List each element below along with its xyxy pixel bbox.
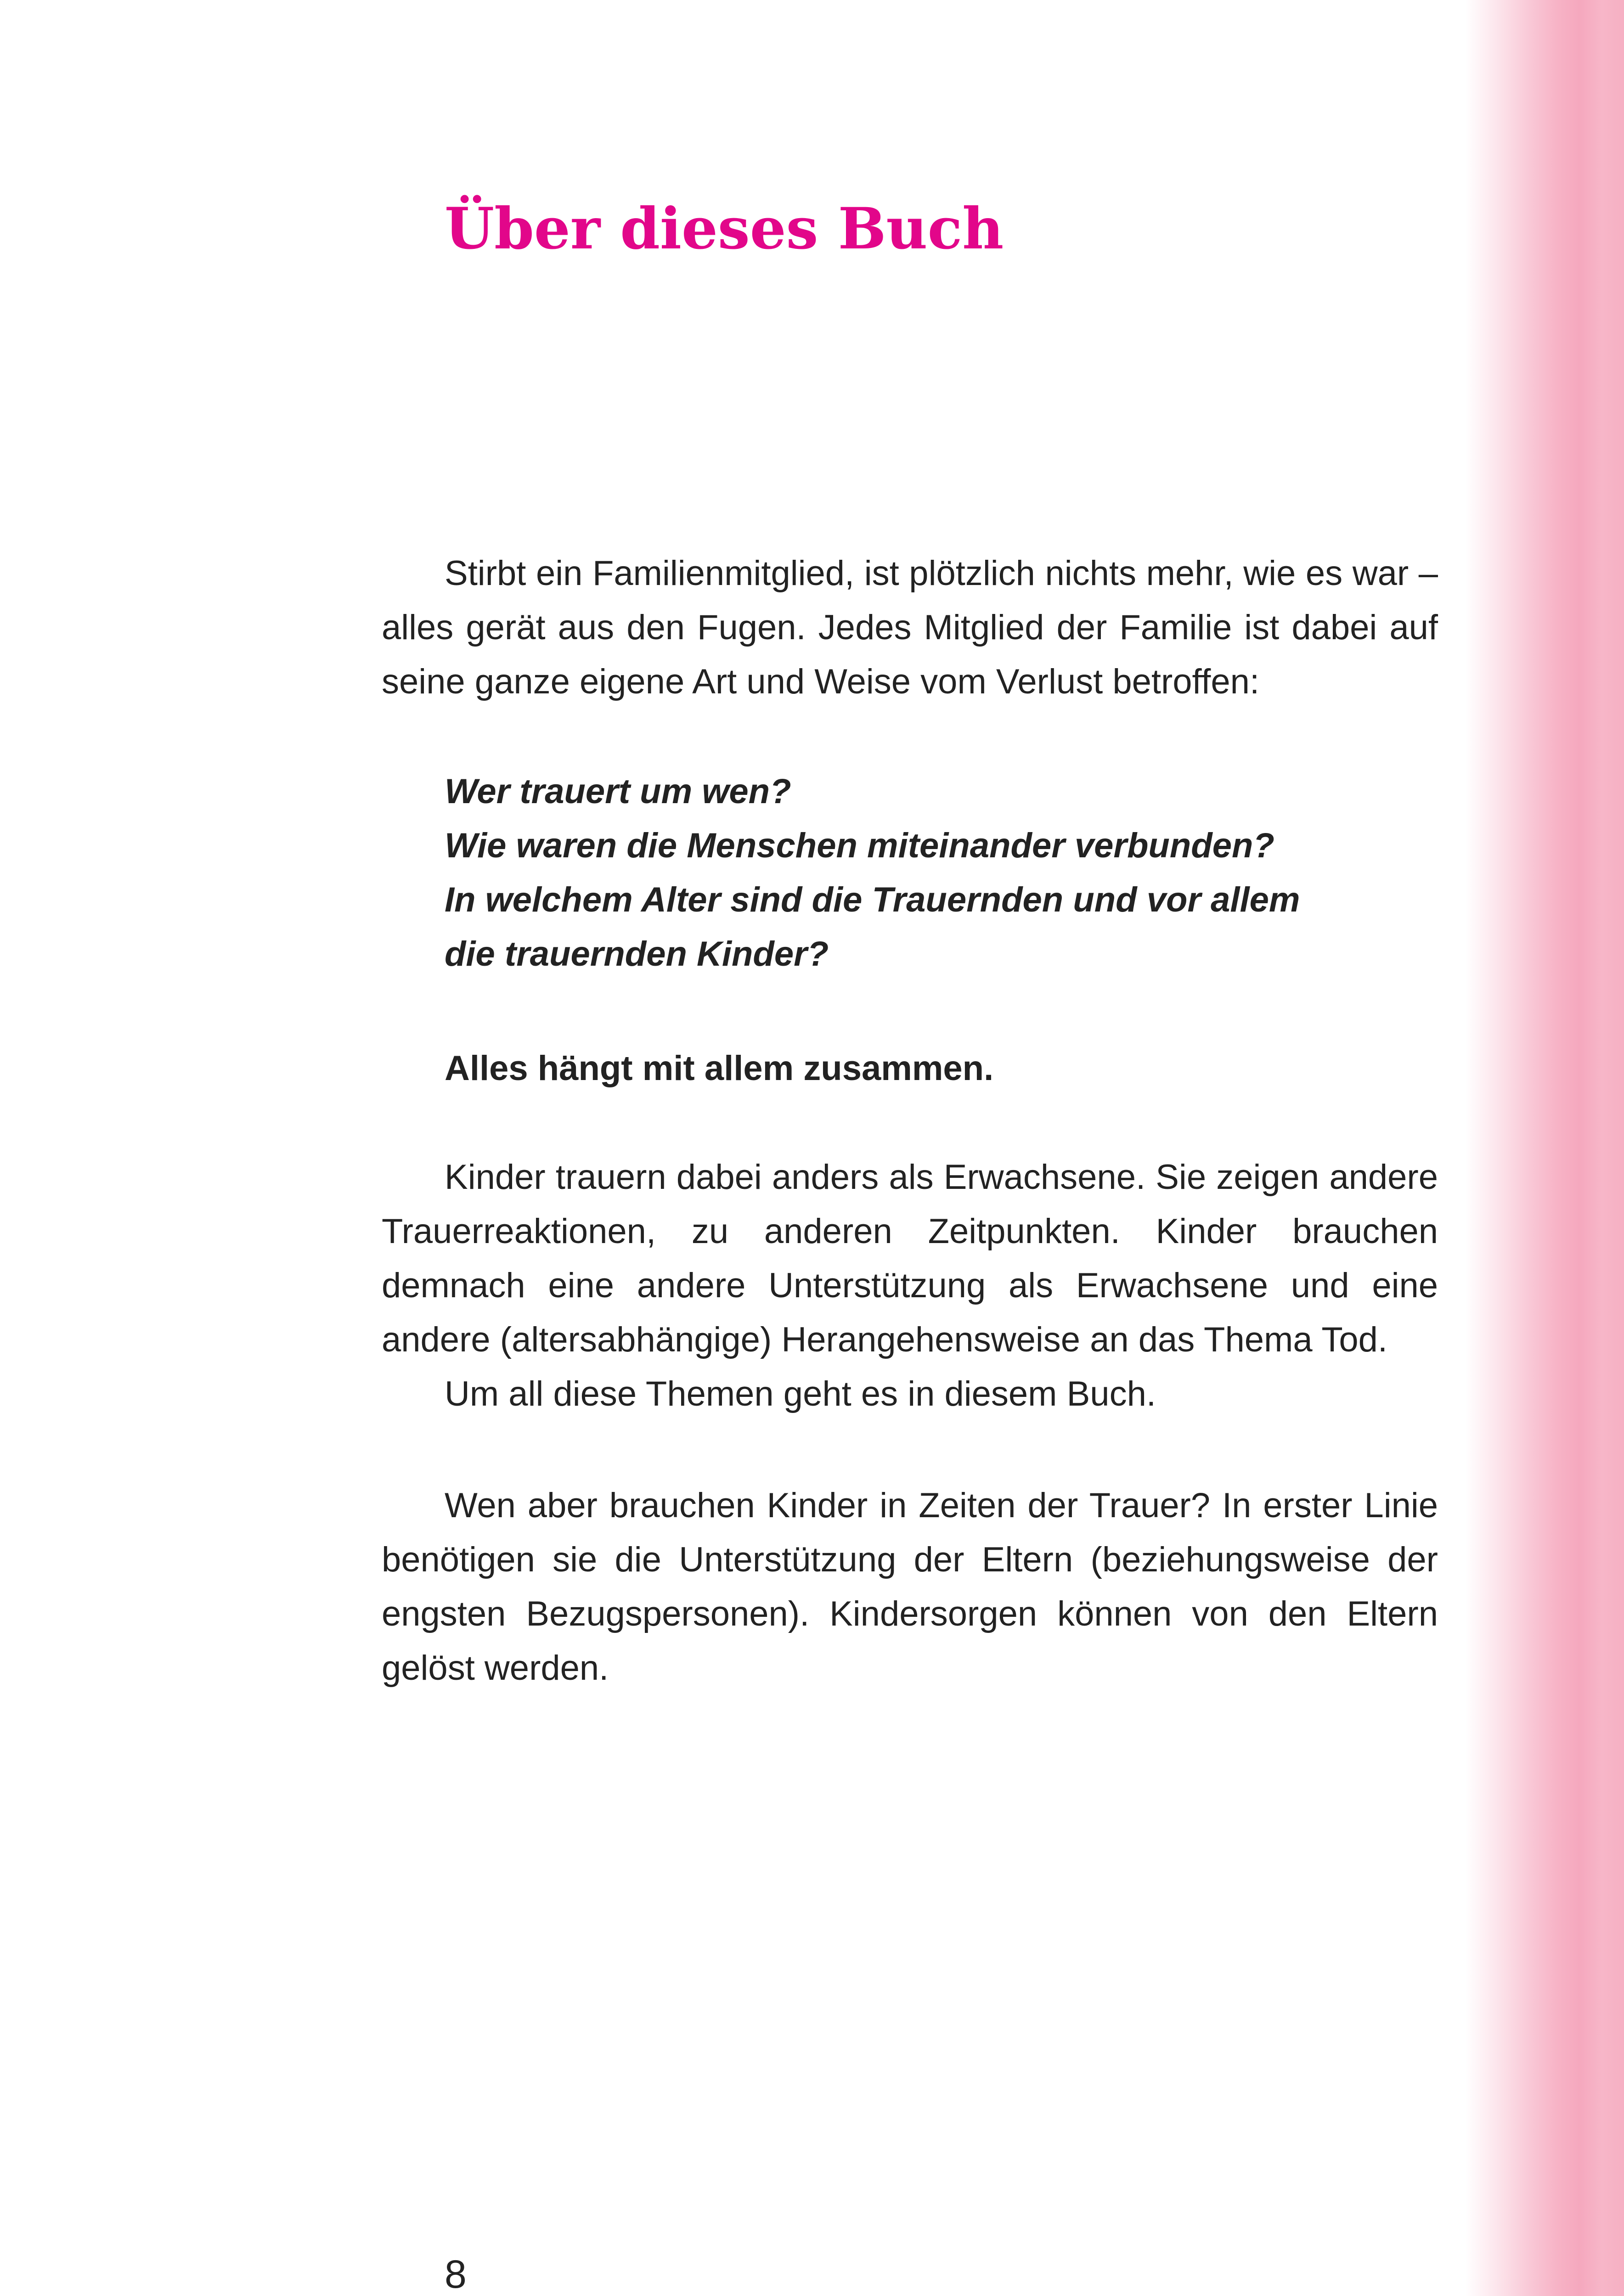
page-edge-stripe xyxy=(1465,0,1624,2296)
themes-paragraph: Um all diese Themen geht es in diesem Buch. xyxy=(445,1374,1156,1413)
page-number: 8 xyxy=(445,2252,467,2296)
question-line: Wer trauert um wen? xyxy=(445,772,791,811)
page-title: Über dieses Buch xyxy=(445,196,1004,262)
support-paragraph: Wen aber brauchen Kinder in Zeiten der Trauer? In erster Linie benötigen sie die Unterstützung der Eltern (beziehungsweise der engsten Bezugspersonen). Kindersorgen können von den Eltern gelöst werden. xyxy=(382,1486,1438,1688)
question-line: Wie waren die Menschen miteinander verbunden? xyxy=(445,826,1274,865)
key-statement: Alles hängt mit allem zusammen. xyxy=(445,1049,994,1088)
children-paragraph: Kinder trauern dabei anders als Erwachsene. Sie zeigen andere Trauerreaktionen, zu anderen Zeitpunkten. Kinder brauchen demnach eine andere Unterstützung als Erwachsene und eine andere (altersabhängige) Herangehensweise an das Thema Tod. xyxy=(382,1158,1438,1359)
question-line: In welchem Alter sind die Trauernden und vor allem xyxy=(445,880,1300,919)
question-list xyxy=(445,765,1437,981)
intro-block xyxy=(382,546,1438,709)
children-block xyxy=(382,1150,1438,1421)
support-block xyxy=(382,1479,1438,1695)
intro-paragraph: Stirbt ein Familienmitglied, ist plötzlich nichts mehr, wie es war – alles gerät aus den Fugen. Jedes Mitglied der Familie ist dabei auf seine ganze eigene Art und Weise vom Verlust betroffen: xyxy=(382,554,1438,701)
question-line: die trauernden Kinder? xyxy=(445,934,829,974)
